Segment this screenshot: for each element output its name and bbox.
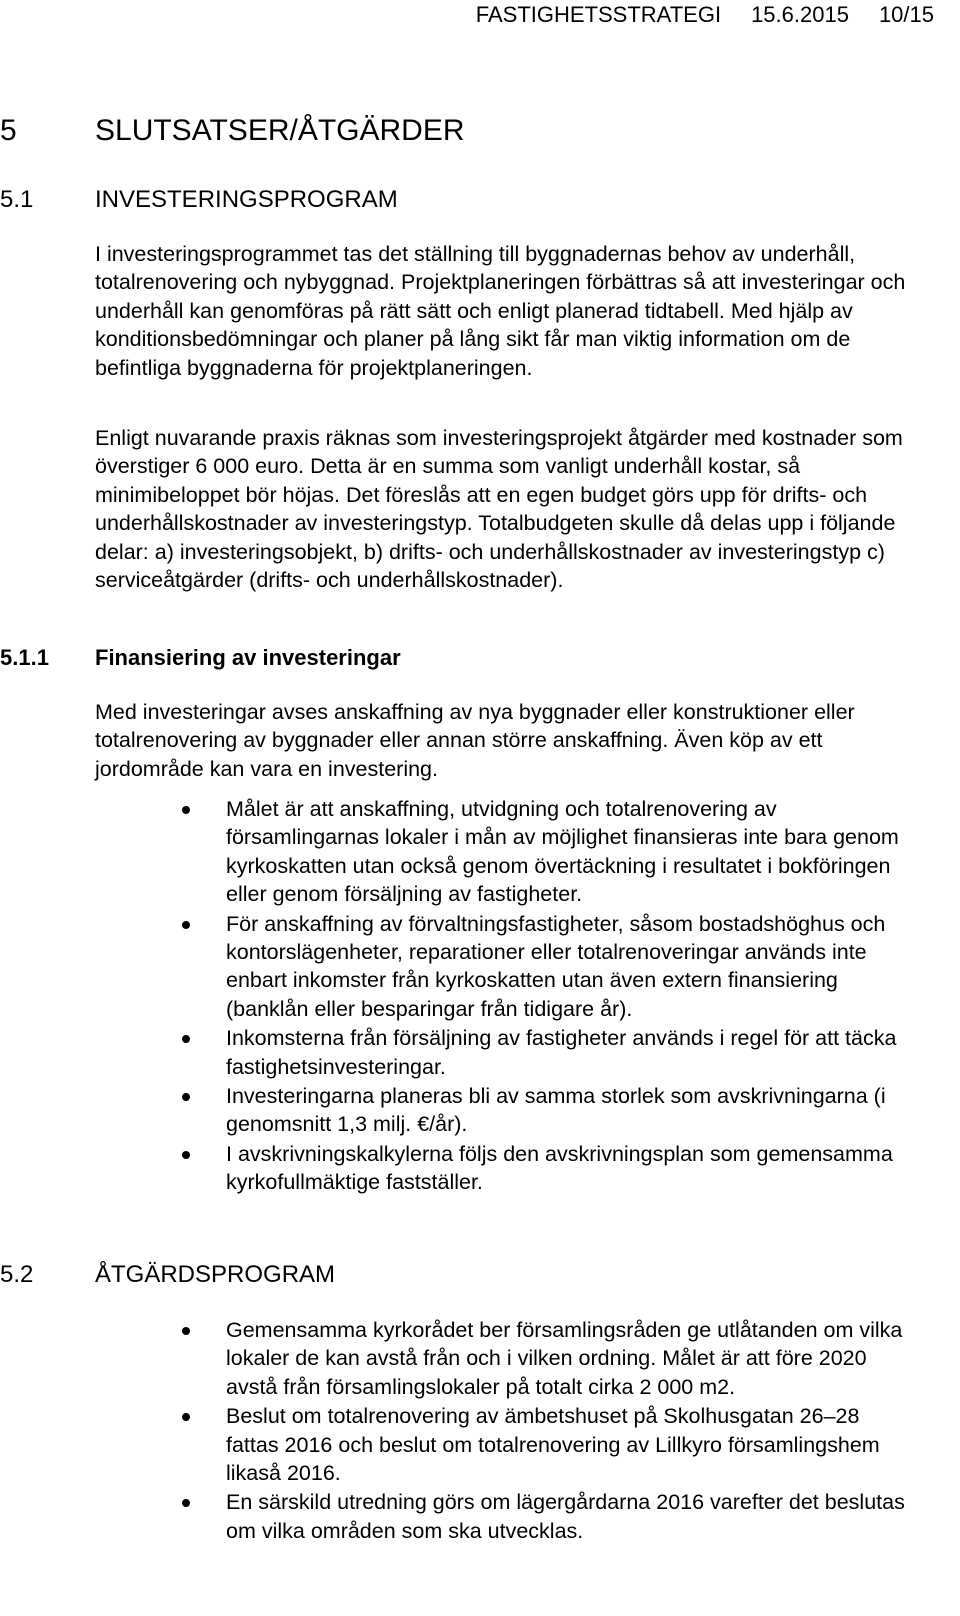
bullet-icon [182,1327,190,1335]
section-number: 5 [0,114,17,147]
section-number: 5.1.1 [0,645,49,670]
bullet-icon [182,1035,190,1043]
list-item-text: I avskrivningskalkylerna följs den avskrivningsplan som gemensamma kyrkofullmäktige fastställer. [226,1141,893,1195]
paragraph-investment-program: I investeringsprogrammet tas det ställning till byggnadernas behov av underhåll, totalrenovering och nybyggnad. Projektplaneringen förbättras så att investeringar och underhåll kan genomföras på rätt sätt och enligt planerad tidtabell. Med hjälp av konditionsbedömningar och planer på lång sikt får man viktig information om de befintliga byggnaderna för projektplaneringen. [95,242,906,380]
section-title: INVESTERINGSPROGRAM [95,186,398,213]
list-item-text: Inkomsterna från försäljning av fastigheter används i regel för att täcka fastighetsinvesteringar. [226,1026,897,1079]
section-title: SLUTSATSER/ÅTGÄRDER [95,114,465,147]
list-item-text: Målet är att anskaffning, utvidgning och totalrenovering av församlingarnas lokaler i mån av möjlighet finansieras inte bara genom kyrkoskatten utan också genom övertäckning i resultatet i bokföringen eller genom försäljning av fastigheter. [226,797,899,907]
list-item [0,1140,920,1197]
list-item-text: En särskild utredning görs om lägergårdarna 2016 varefter det beslutas om vilka områden som ska utvecklas. [226,1490,905,1543]
bullet-icon [182,806,190,814]
list-item-text: Investeringarna planeras bli av samma storlek som avskrivningarna (i genomsnitt 1,3 milj. €/år). [226,1084,886,1137]
section-title: Finansiering av investeringar [95,645,401,670]
list-item [0,1024,920,1081]
bullet-icon [182,1413,190,1421]
action-program-bullet-list [0,1316,920,1545]
financing-bullet-list [0,795,920,1197]
section-number: 5.2 [0,1261,34,1288]
paragraph-current-practice: Enligt nuvarande praxis räknas som investeringsprojekt åtgärder med kostnader som överstiger 6 000 euro. Detta är en summa som vanligt underhåll kostar, så minimibeloppet bör höjas. Det föreslås att en egen budget görs upp för drifts- och underhållskostnader av investeringstyp. Totalbudgeten skulle då delas upp i följande delar: a) investeringsobjekt, b) drifts- och underhållskostnader av investeringstyp c) serviceåtgärder (drifts- och underhållskostnader). [95,426,903,593]
bullet-icon [182,1151,190,1159]
bullet-icon [182,1499,190,1507]
list-item [0,1316,920,1401]
page-header [476,2,934,28]
bullet-icon [182,921,190,929]
list-item-text: Beslut om totalrenovering av ämbetshuset på Skolhusgatan 26–28 fattas 2016 och beslut om totalrenovering av Lillkyro församlingshem likaså 2016. [226,1404,880,1486]
bullet-icon [182,1093,190,1101]
list-item [0,1488,920,1545]
document-date: 15.6.2015 [751,2,849,27]
paragraph-financing-intro: Med investeringar avses anskaffning av nya byggnader eller konstruktioner eller totalrenovering av byggnader eller annan större anskaffning. Även köp av ett jordområde kan vara en investering. [95,700,855,781]
section-title: ÅTGÄRDSPROGRAM [95,1261,336,1288]
document-title: FASTIGHETSSTRATEGI [475,2,722,27]
list-item [0,795,920,909]
list-item [0,910,920,1024]
list-item-text: För anskaffning av förvaltningsfastigheter, såsom bostadshöghus och kontorslägenheter, reparationer eller totalrenoveringar används inte enbart inkomster från kyrkoskatten utan även extern finansiering (banklån eller besparingar från tidigare år). [226,911,886,1021]
list-item [0,1082,920,1139]
list-item [0,1402,920,1487]
list-item-text: Gemensamma kyrkorådet ber församlingsråden ge utlåtanden om vilka lokaler de kan avstå från och i vilken ordning. Målet är att före 2020 avstå från församlingslokaler på totalt cirka 2 000 m2. [226,1318,903,1399]
section-number: 5.1 [0,186,34,213]
page-number: 10/15 [878,2,934,27]
